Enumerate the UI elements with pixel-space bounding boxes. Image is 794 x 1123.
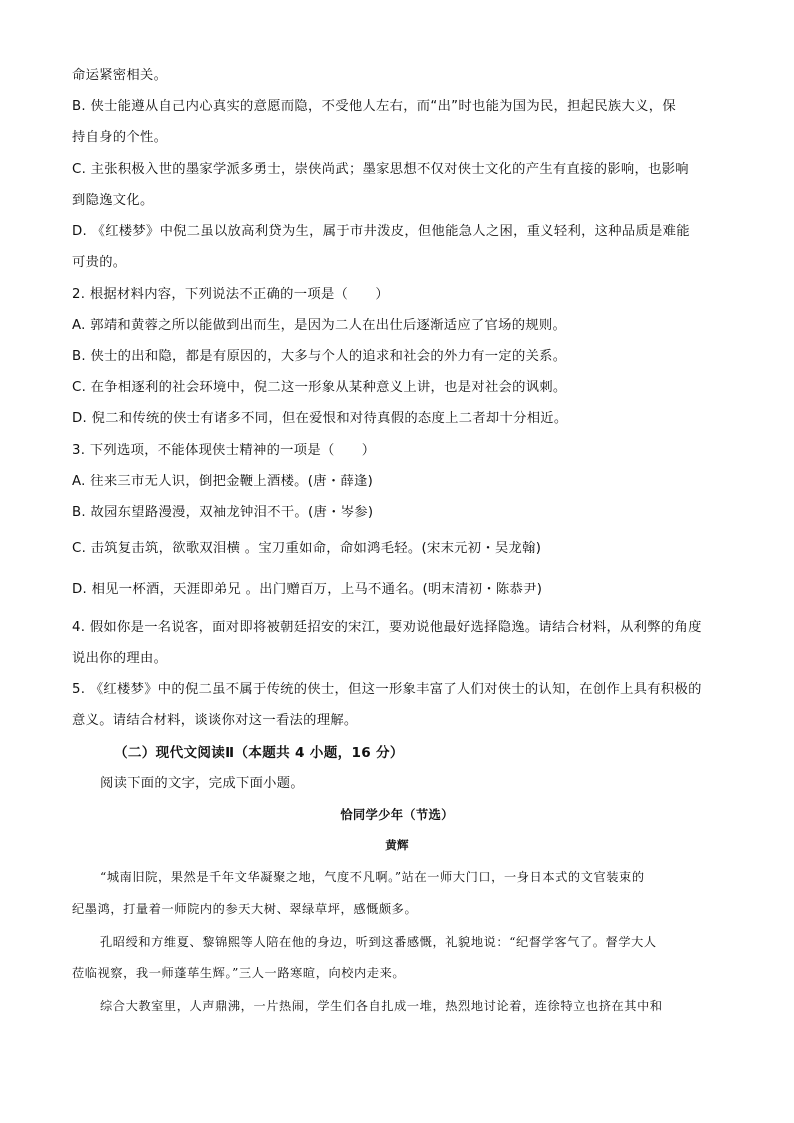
- q1-option-c-line-2: 到隐逸文化。: [72, 193, 154, 208]
- q1-option-b-line-1: B. 侠士能遵从自己内心真实的意愿而隐，不受他人左右，而“出”时也能为国为民，担起民族大义，保: [72, 99, 676, 114]
- q2-stem: 2. 根据材料内容，下列说法不正确的一项是（ ）: [72, 287, 389, 302]
- q1-option-d-line-1: D. 《红楼梦》中倪二虽以放高利贷为生，属于市井泼皮，但他能急人之困，重义轻利，这种品质是难能: [72, 224, 690, 239]
- passage-title: 恰同学少年（节选）: [340, 807, 454, 822]
- reading-instruction: 阅读下面的文字，完成下面小题。: [100, 776, 304, 791]
- q3-option-c: C. 击筑复击筑，欲歌双泪横 。宝刀重如命，命如鸿毛轻。(宋末元初・吴龙翰): [72, 541, 542, 556]
- story-paragraph-2-line-1: 孔昭绶和方维夏、黎锦熙等人陪在他的身边，听到这番感慨，礼貌地说：“纪督学客气了。督学大人: [100, 935, 657, 949]
- q5-line-2: 意义。请结合材料，谈谈你对这一看法的理解。: [72, 713, 358, 728]
- q2-option-a: A. 郭靖和黄蓉之所以能做到出而生，是因为二人在出仕后逐渐适应了官场的规则。: [72, 318, 567, 333]
- story-paragraph-1-line-1: “城南旧院，果然是千年文华凝聚之地，气度不凡啊。”站在一师大门口，一身日本式的文官装束的: [100, 870, 645, 884]
- q1-option-c-line-1: C. 主张积极入世的墨家学派多勇士，崇侠尚武；墨家思想不仅对侠士文化的产生有直接的影响，也影响: [72, 162, 689, 177]
- q1-previous-tail: 命运紧密相关。: [72, 68, 168, 83]
- q3-option-d: D. 相见一杯酒，天涯即弟兄 。出门赠百万，上马不通名。(明末清初・陈恭尹): [72, 582, 543, 597]
- q5-line-1: 5. 《红楼梦》中的倪二虽不属于传统的侠士，但这一形象丰富了人们对侠士的认知，在创作上具有积极的: [72, 682, 702, 697]
- section-heading: （二）现代文阅读Ⅱ（本题共 4 小题，16 分）: [114, 745, 404, 761]
- passage-author: 黄辉: [385, 838, 409, 852]
- q2-option-c: C. 在争相逐利的社会环境中，倪二这一形象从某种意义上讲，也是对社会的讽刺。: [72, 380, 567, 395]
- story-paragraph-2-line-2: 莅临视察，我一师蓬荜生辉。”三人一路寒暄，向校内走来。: [72, 966, 406, 980]
- q3-stem: 3. 下列选项，不能体现侠士精神的一项是（ ）: [72, 443, 376, 458]
- story-paragraph-3-line-1: 综合大教室里，人声鼎沸，一片热闹，学生们各自扎成一堆，热烈地讨论着，连徐特立也挤在其中和: [100, 999, 663, 1013]
- q1-option-b-line-2: 持自身的个性。: [72, 130, 168, 145]
- q4-line-1: 4. 假如你是一名说客，面对即将被朝廷招安的宋江，要劝说他最好选择隐逸。请结合材料，从利弊的角度: [72, 620, 702, 635]
- q4-line-2: 说出你的理由。: [72, 651, 168, 666]
- q1-option-d-line-2: 可贵的。: [72, 255, 127, 270]
- q3-option-b: B. 故园东望路漫漫，双袖龙钟泪不干。(唐・岑参): [72, 505, 374, 520]
- q3-option-a: A. 往来三市无人识，倒把金鞭上酒楼。(唐・薛逢): [72, 474, 374, 489]
- story-paragraph-1-line-2: 纪墨鸿，打量着一师院内的参天大树、翠绿草坪，感慨颇多。: [72, 902, 418, 916]
- q2-option-d: D. 倪二和传统的侠士有诸多不同，但在爱恨和对待真假的态度上二者却十分相近。: [72, 411, 568, 426]
- q2-option-b: B. 侠士的出和隐，都是有原因的，大多与个人的追求和社会的外力有一定的关系。: [72, 349, 567, 364]
